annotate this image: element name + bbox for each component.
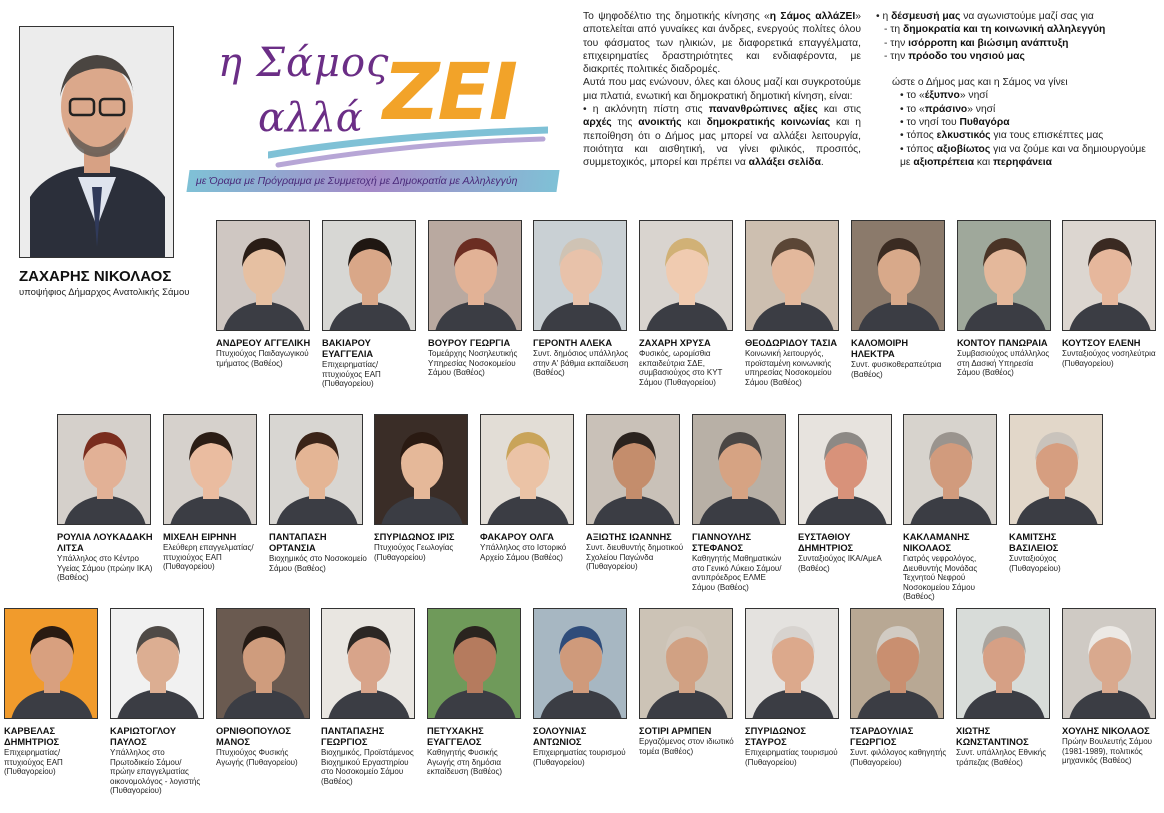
candidate-name: ΧΟΥΛΗΣ ΝΙΚΟΛΑΟΣ [1062,726,1150,736]
goal-bullet: • το «έξυπνο» νησί [900,90,988,102]
candidate-photo [1062,220,1156,331]
candidate-description: Επιχειρηματίας τουρισμού (Πυθαγορείου) [533,748,626,767]
leader-role: υποψήφιος Δήμαρχος Ανατολικής Σάμου [19,287,190,298]
candidate-photo [957,220,1051,331]
goal-item: - την πρόοδο του νησιού μας [884,50,1025,62]
candidate-card [745,608,843,767]
goal-bullet: • τόπος αξιοβίωτος για να ζούμε και να δημιουργούμε [900,143,1146,155]
candidate-card [586,414,684,572]
candidate-name: ΕΥΣΤΑΘΙΟΥ ΔΗΜΗΤΡΙΟΣ [798,532,854,553]
candidate-name: ΓΙΑΝΝΟΥΛΗΣ ΣΤΕΦΑΝΟΣ [692,532,752,553]
candidate-card [427,608,525,777]
candidate-photo [798,414,892,525]
goal-bullet: • το «πράσινο» νησί [900,103,996,115]
candidate-photo [639,220,733,331]
candidate-card [110,608,208,796]
candidate-photo [321,608,415,719]
candidate-photo [269,414,363,525]
candidate-description: Καθηγητής Μαθηματικών στο Γενικό Λύκειο Σάμου/ αντιπρόεδρος ΕΛΜΕ Σάμου (Βαθέος) [692,554,782,592]
candidate-name: ΧΙΩΤΗΣ ΚΩΝΣΤΑΝΤΙΝΟΣ [956,726,1029,747]
candidate-photo [322,220,416,331]
logo-highlight: ΖΕΙ [383,48,516,138]
candidate-name: ΦΑΚΑΡΟΥ ΟΛΓΑ [480,532,554,542]
candidate-description: Πτυχιούχος Γεωλογίας (Πυθαγορείου) [374,543,454,562]
goal-bullets [876,89,1162,169]
candidate-description: Συντ. φιλόλογος καθηγητής (Πυθαγορείου) [850,748,947,767]
candidate-name: ΣΠΥΡΙΔΩΝΟΣ ΙΡΙΣ [374,532,455,542]
candidate-photo [480,414,574,525]
candidate-photo [745,608,839,719]
candidate-card [4,608,102,777]
candidate-photo [110,608,204,719]
candidate-card [163,414,261,572]
candidate-description: Βιοχημικός, Προϊστάμενος Βιοχημικού Εργαστηρίου στο Νοσοκομείο Σάμου (Βαθέος) [321,748,414,786]
candidate-description: Συνταξιούχος ΙΚΑ/ΑμεΑ (Βαθέος) [798,554,882,573]
candidate-card [321,608,419,786]
candidate-card [798,414,896,573]
candidate-description: Συντ. φυσικοθεραπεύτρια (Βαθέος) [851,360,942,379]
candidate-description: Επιχειρηματίας τουρισμού (Πυθαγορείου) [745,748,838,767]
candidate-photo [533,608,627,719]
candidate-card [639,608,737,756]
leader-name: ΖΑΧΑΡΗΣ ΝΙΚΟΛΑΟΣ [19,268,172,285]
candidate-description: Φυσικός, ωρομίσθια εκπαιδεύτρια ΣΔΕ, συμβασιούχος στο ΚΥΤ Σάμου (Πυθαγορείου) [639,349,723,387]
candidate-name: ΓΕΡΟΝΤΗ ΑΛΕΚΑ [533,338,613,348]
candidate-card [1062,220,1160,368]
goal-bullet: • το νησί του Πυθαγόρα [900,117,1010,129]
candidate-description: Συντ. υπάλληλος Εθνικής τράπεζας (Βαθέος) [956,748,1047,767]
candidate-description: Γιατρός νεφρολόγος, Διευθυντής Μονάδας Τεχνητού Νεφρού Νοσοκομείου Σάμου (Βαθέος) [903,554,978,602]
candidate-card [851,220,949,379]
candidate-description: Συνταξιούχος (Πυθαγορείου) [1009,554,1061,573]
candidate-name: ΠΕΤΥΧΑΚΗΣ ΕΥΑΓΓΕΛΟΣ [427,726,484,747]
goal-bullet: • τόπος ελκυστικός για τους επισκέπτες μας [900,130,1104,142]
leader-photo [19,26,174,258]
goal-list [876,23,1162,63]
candidate-name: ΜΙΧΕΛΗ ΕΙΡΗΝΗ [163,532,237,542]
candidate-photo [851,220,945,331]
candidate-photo [1062,608,1156,719]
candidate-name: ΡΟΥΛΙΑ ΛΟΥΚΑΔΑΚΗ ΛΙΤΣΑ [57,532,153,553]
candidate-photo [639,608,733,719]
candidate-name: ΚΑΛΟΜΟΙΡΗ ΗΛΕΚΤΡΑ [851,338,909,359]
candidate-description: Επιχειρηματίας/ πτυχιούχος ΕΑΠ (Πυθαγορείου) [322,360,381,389]
goal-item: - την ισόρροπη και βιώσιμη ανάπτυξη [884,37,1069,49]
candidate-name: ΟΡΝΙΘΟΠΟΥΛΟΣ ΜΑΝΟΣ [216,726,291,747]
candidate-photo [163,414,257,525]
candidate-name: ΚΑΡΙΩΤΟΓΛΟΥ ΠΑΥΛΟΣ [110,726,177,747]
candidate-name: ΚΟΥΤΣΟΥ ΕΛΕΝΗ [1062,338,1141,348]
candidate-description: Βιοχημικός στο Νοσοκομείο Σάμου (Βαθέος) [269,554,367,573]
candidate-name: ΑΝΔΡΕΟΥ ΑΓΓΕΛΙΚΗ [216,338,311,348]
candidate-photo [745,220,839,331]
goal-item: - τη δημοκρατία και τη κοινωνική αλληλεγγύη [884,24,1106,36]
candidate-description: Υπάλληλος στο Ιστορικό Αρχείο Σάμου (Βαθέος) [480,543,567,562]
candidate-card [957,220,1055,378]
logo-line2: αλλά [258,95,363,141]
candidate-card [216,220,314,368]
candidate-card [1062,608,1160,766]
candidate-card [903,414,1001,602]
goal-bullet: με αξιοπρέπεια και περηφάνεια [900,156,1052,168]
candidate-card [216,608,314,767]
candidate-name: ΒΑΚΙΑΡΟΥ ΕΥΑΓΓΕΛΙΑ [322,338,374,359]
candidate-photo [216,608,310,719]
slogan-text: με Όραμα με Πρόγραμμα με Συμμετοχή με Δημοκρατία με Αλληλεγγύη [196,175,518,187]
candidate-photo [216,220,310,331]
candidate-description: Συμβασιούχος υπάλληλος στη Δασική Υπηρεσία Σάμου (Βαθέος) [957,349,1050,378]
slogan-bar [186,170,559,192]
candidate-name: ΚΑΜΙΤΣΗΣ ΒΑΣΙΛΕΙΟΣ [1009,532,1059,553]
candidate-photo [4,608,98,719]
candidate-description: Συντ. δημόσιος υπάλληλος στην Α' βάθμια εκπαίδευση (Βαθέος) [533,349,629,378]
candidate-card [480,414,578,562]
candidate-description: Συνταξιούχος νοσηλεύτρια (Πυθαγορείου) [1062,349,1156,368]
candidate-photo [533,220,627,331]
candidate-name: ΚΟΝΤΟΥ ΠΑΝΩΡΑΙΑ [957,338,1048,348]
candidate-card [533,220,631,378]
candidate-description: Τομεάρχης Νοσηλευτικής Υπηρεσίας Νοσοκομείου Σάμου (Βαθέος) [428,349,518,378]
candidate-description: Ελεύθερη επαγγελματίας/ πτυχιούχος ΕΑΠ (Πυθαγορείου) [163,543,254,572]
candidate-name: ΣΟΛΟΥΝΙΑΣ ΑΝΤΩΝΙΟΣ [533,726,587,747]
candidate-card [533,608,631,767]
candidate-description: Επιχειρηματίας/ πτυχιούχος ΕΑΠ (Πυθαγορείου) [4,748,63,777]
logo-line1: η Σάμος [218,40,390,86]
candidate-name: ΣΠΥΡΙΔΩΝΟΣ ΣΤΑΥΡΟΣ [745,726,806,747]
candidate-card [1009,414,1107,573]
candidate-photo [850,608,944,719]
candidate-card [57,414,155,583]
candidate-photo [956,608,1050,719]
candidate-description: Πρώην Βουλευτής Σάμου (1981-1989), πολιτικός μηχανικός (Βαθέος) [1062,737,1153,766]
candidate-photo [374,414,468,525]
candidate-card [639,220,737,387]
candidate-name: ΒΟΥΡΟΥ ΓΕΩΡΓΙΑ [428,338,511,348]
candidate-description: Εργαζόμενος στον ιδιωτικό τομέα (Βαθέος) [639,737,734,756]
candidate-description: Υπάλληλος στο Πρωτοδικείο Σάμου/ πρώην επαγγελματίας οικονομολόγος - λογιστής (Πυθαγορείου) [110,748,201,796]
candidate-name: ΣΟΤΙΡΙ ΑΡΜΠΕΝ [639,726,712,736]
candidate-card [374,414,472,562]
logo-swoosh [268,125,548,170]
candidate-description: Υπάλληλος στο Κέντρο Υγείας Σάμου (πρώην ΙΚΑ) (Βαθέος) [57,554,153,583]
candidate-card [322,220,420,389]
candidate-card [956,608,1054,767]
intro-text: Το ψηφοδέλτιο της δημοτικής κίνησης «η Σάμος αλλάΖΕΙ» αποτελείται από γυναίκες και άνδρες, ενεργούς πολίτες όλου του φάσματος των ηλικιών, με διαφορετικά επαγγέλματα, επιχειρηματίες δραστηριότητες και ενδιαφέροντα, με διακριτές πολιτικές διαδρομές. Αυτά που μας ενώνουν, όλες και όλους μαζί και συγκροτούμε μια πλατιά, ενωτική και δημοκρατική δημοτική κίνηση, είναι: • η ακλόνητη πίστη στις πανανθρώπινες αξίες και στις αρχές της ανοικτής και δημοκρατικής κοινωνίας και η πεποίθηση ότι ο Δήμος μας μπορεί να αλλάξει λειτουργία, ποιότητα και αισθητική, να γίνει φιλικός, προσιτός, συμμετοχικός, μπορεί και πρέπει να αλλάξει σελίδα. [583,11,861,169]
candidate-description: Κοινωνική λειτουργός, προϊσταμένη κοινωνικής υπηρεσίας Νοσοκομείου Σάμου (Βαθέος) [745,349,832,387]
campaign-logo [188,20,558,200]
candidate-name: ΠΑΝΤΑΠΑΣΗ ΟΡΤΑΝΣΙΑ [269,532,327,553]
candidate-name: ΠΑΝΤΑΠΑΣΗΣ ΓΕΩΡΓΙΟΣ [321,726,385,747]
candidate-card [692,414,790,592]
candidate-card [269,414,367,573]
candidate-photo [586,414,680,525]
candidate-card [745,220,843,387]
candidate-photo [428,220,522,331]
candidate-photo [427,608,521,719]
candidate-name: ΖΑΧΑΡΗ ΧΡΥΣΑ [639,338,711,348]
candidate-card [850,608,948,767]
candidate-name: ΚΑΡΒΕΛΑΣ ΔΗΜΗΤΡΙΟΣ [4,726,60,747]
candidate-card [428,220,526,378]
candidate-photo [903,414,997,525]
goals-so-that: ώστε ο Δήμος μας και η Σάμος να γίνει [892,77,1068,89]
candidate-name: ΘΕΟΔΩΡΙΔΟΥ ΤΑΣΙΑ [745,338,838,348]
candidate-description: Καθηγητής Φυσικής Αγωγής στη δημόσια εκπαίδευση (Βαθέος) [427,748,502,777]
candidate-description: Πτυχιούχος Φυσικής Αγωγής (Πυθαγορείου) [216,748,298,767]
candidate-photo [57,414,151,525]
candidate-name: ΑΞΙΩΤΗΣ ΙΩΑΝΝΗΣ [586,532,672,542]
candidate-photo [1009,414,1103,525]
candidate-description: Συντ. διευθυντής δημοτικού Σχολείου Παγώνδα (Πυθαγορείου) [586,543,684,572]
candidate-description: Πτυχιούχος Παιδαγωγικού τμήματος (Βαθέος) [216,349,309,368]
candidate-photo [692,414,786,525]
candidate-name: ΤΣΑΡΔΟΥΛΙΑΣ ΓΕΩΡΓΙΟΣ [850,726,914,747]
goals-text: • η δέσμευσή μας να αγωνιστούμε μαζί σας για - τη δημοκρατία και τη κοινωνική αλληλεγγύη - την ισόρροπη και βιώσιμη ανάπτυξη - την πρόοδο του νησιού μας ώστε ο Δήμος μας και η Σάμος να γίνει • το «έξυπνο» νησί • το «πράσινο» νησί • το νησί του Πυθαγόρα • τόπος ελκυστικός για τους επισκέπτες μας • τόπος αξιοβίωτος για να ζούμε και να δημιουργούμε με αξιοπρέπεια και περηφάνεια [876,10,1162,169]
candidate-name: ΚΑΚΛΑΜΑΝΗΣ ΝΙΚΟΛΑΟΣ [903,532,970,553]
